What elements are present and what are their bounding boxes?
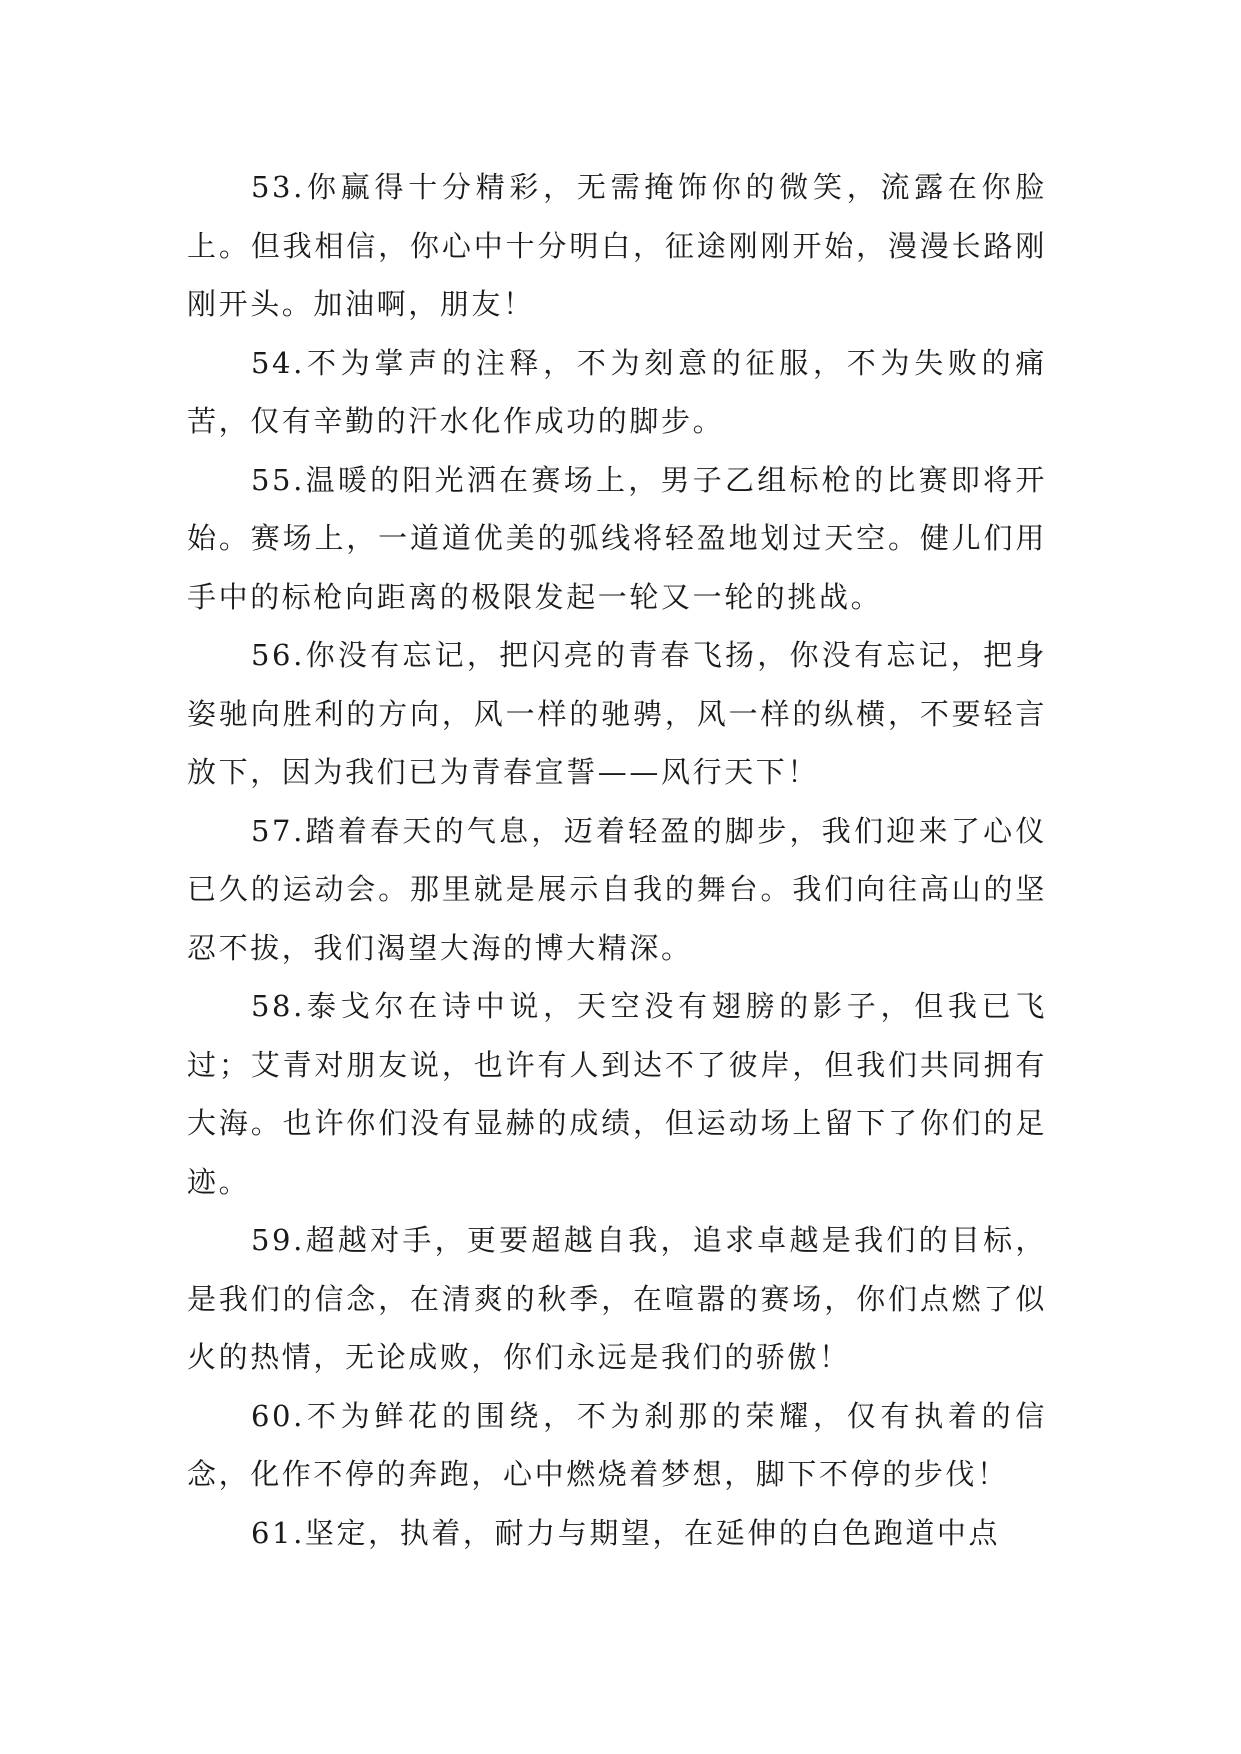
paragraph-61: 61.坚定，执着，耐力与期望，在延伸的白色跑道中点 (251, 1515, 1001, 1550)
paragraph-57: 57.踏着春天的气息，迈着轻盈的脚步，我们迎来了心仪已久的运动会。那里就是展示自我的舞台。我们向往高山的坚忍不拔，我们渴望大海的博大精深。 (187, 813, 1047, 965)
paragraph-58: 58.泰戈尔在诗中说，天空没有翅膀的影子，但我已飞过；艾青对朋友说，也许有人到达不了彼岸，但我们共同拥有大海。也许你们没有显赫的成绩，但运动场上留下了你们的足迹。 (187, 989, 1047, 1199)
paragraph-59: 59.超越对手，更要超越自我，追求卓越是我们的目标，是我们的信念，在清爽的秋季，在喧嚣的赛场，你们点燃了似火的热情，无论成败，你们永远是我们的骄傲！ (187, 1223, 1047, 1374)
paragraph-60: 60.不为鲜花的围绕，不为刹那的荣耀，仅有执着的信念，化作不停的奔跑，心中燃烧着梦想，脚下不停的步伐！ (187, 1398, 1047, 1491)
paragraph-55: 55.温暖的阳光洒在赛场上，男子乙组标枪的比赛即将开始。赛场上，一道道优美的弧线将轻盈地划过天空。健儿们用手中的标枪向距离的极限发起一轮又一轮的挑战。 (187, 462, 1047, 614)
paragraph-53: 53.你赢得十分精彩，无需掩饰你的微笑，流露在你脸上。但我相信，你心中十分明白，征途刚刚开始，漫漫长路刚刚开头。加油啊，朋友！ (187, 170, 1047, 321)
document-body (187, 158, 1047, 1562)
paragraph-56: 56.你没有忘记，把闪亮的青春飞扬，你没有忘记，把身姿驰向胜利的方向，风一样的驰骋，风一样的纵横，不要轻言放下，因为我们已为青春宣誓——风行天下！ (187, 638, 1047, 789)
paragraph-54: 54.不为掌声的注释，不为刻意的征服，不为失败的痛苦，仅有辛勤的汗水化作成功的脚步。 (187, 345, 1047, 438)
